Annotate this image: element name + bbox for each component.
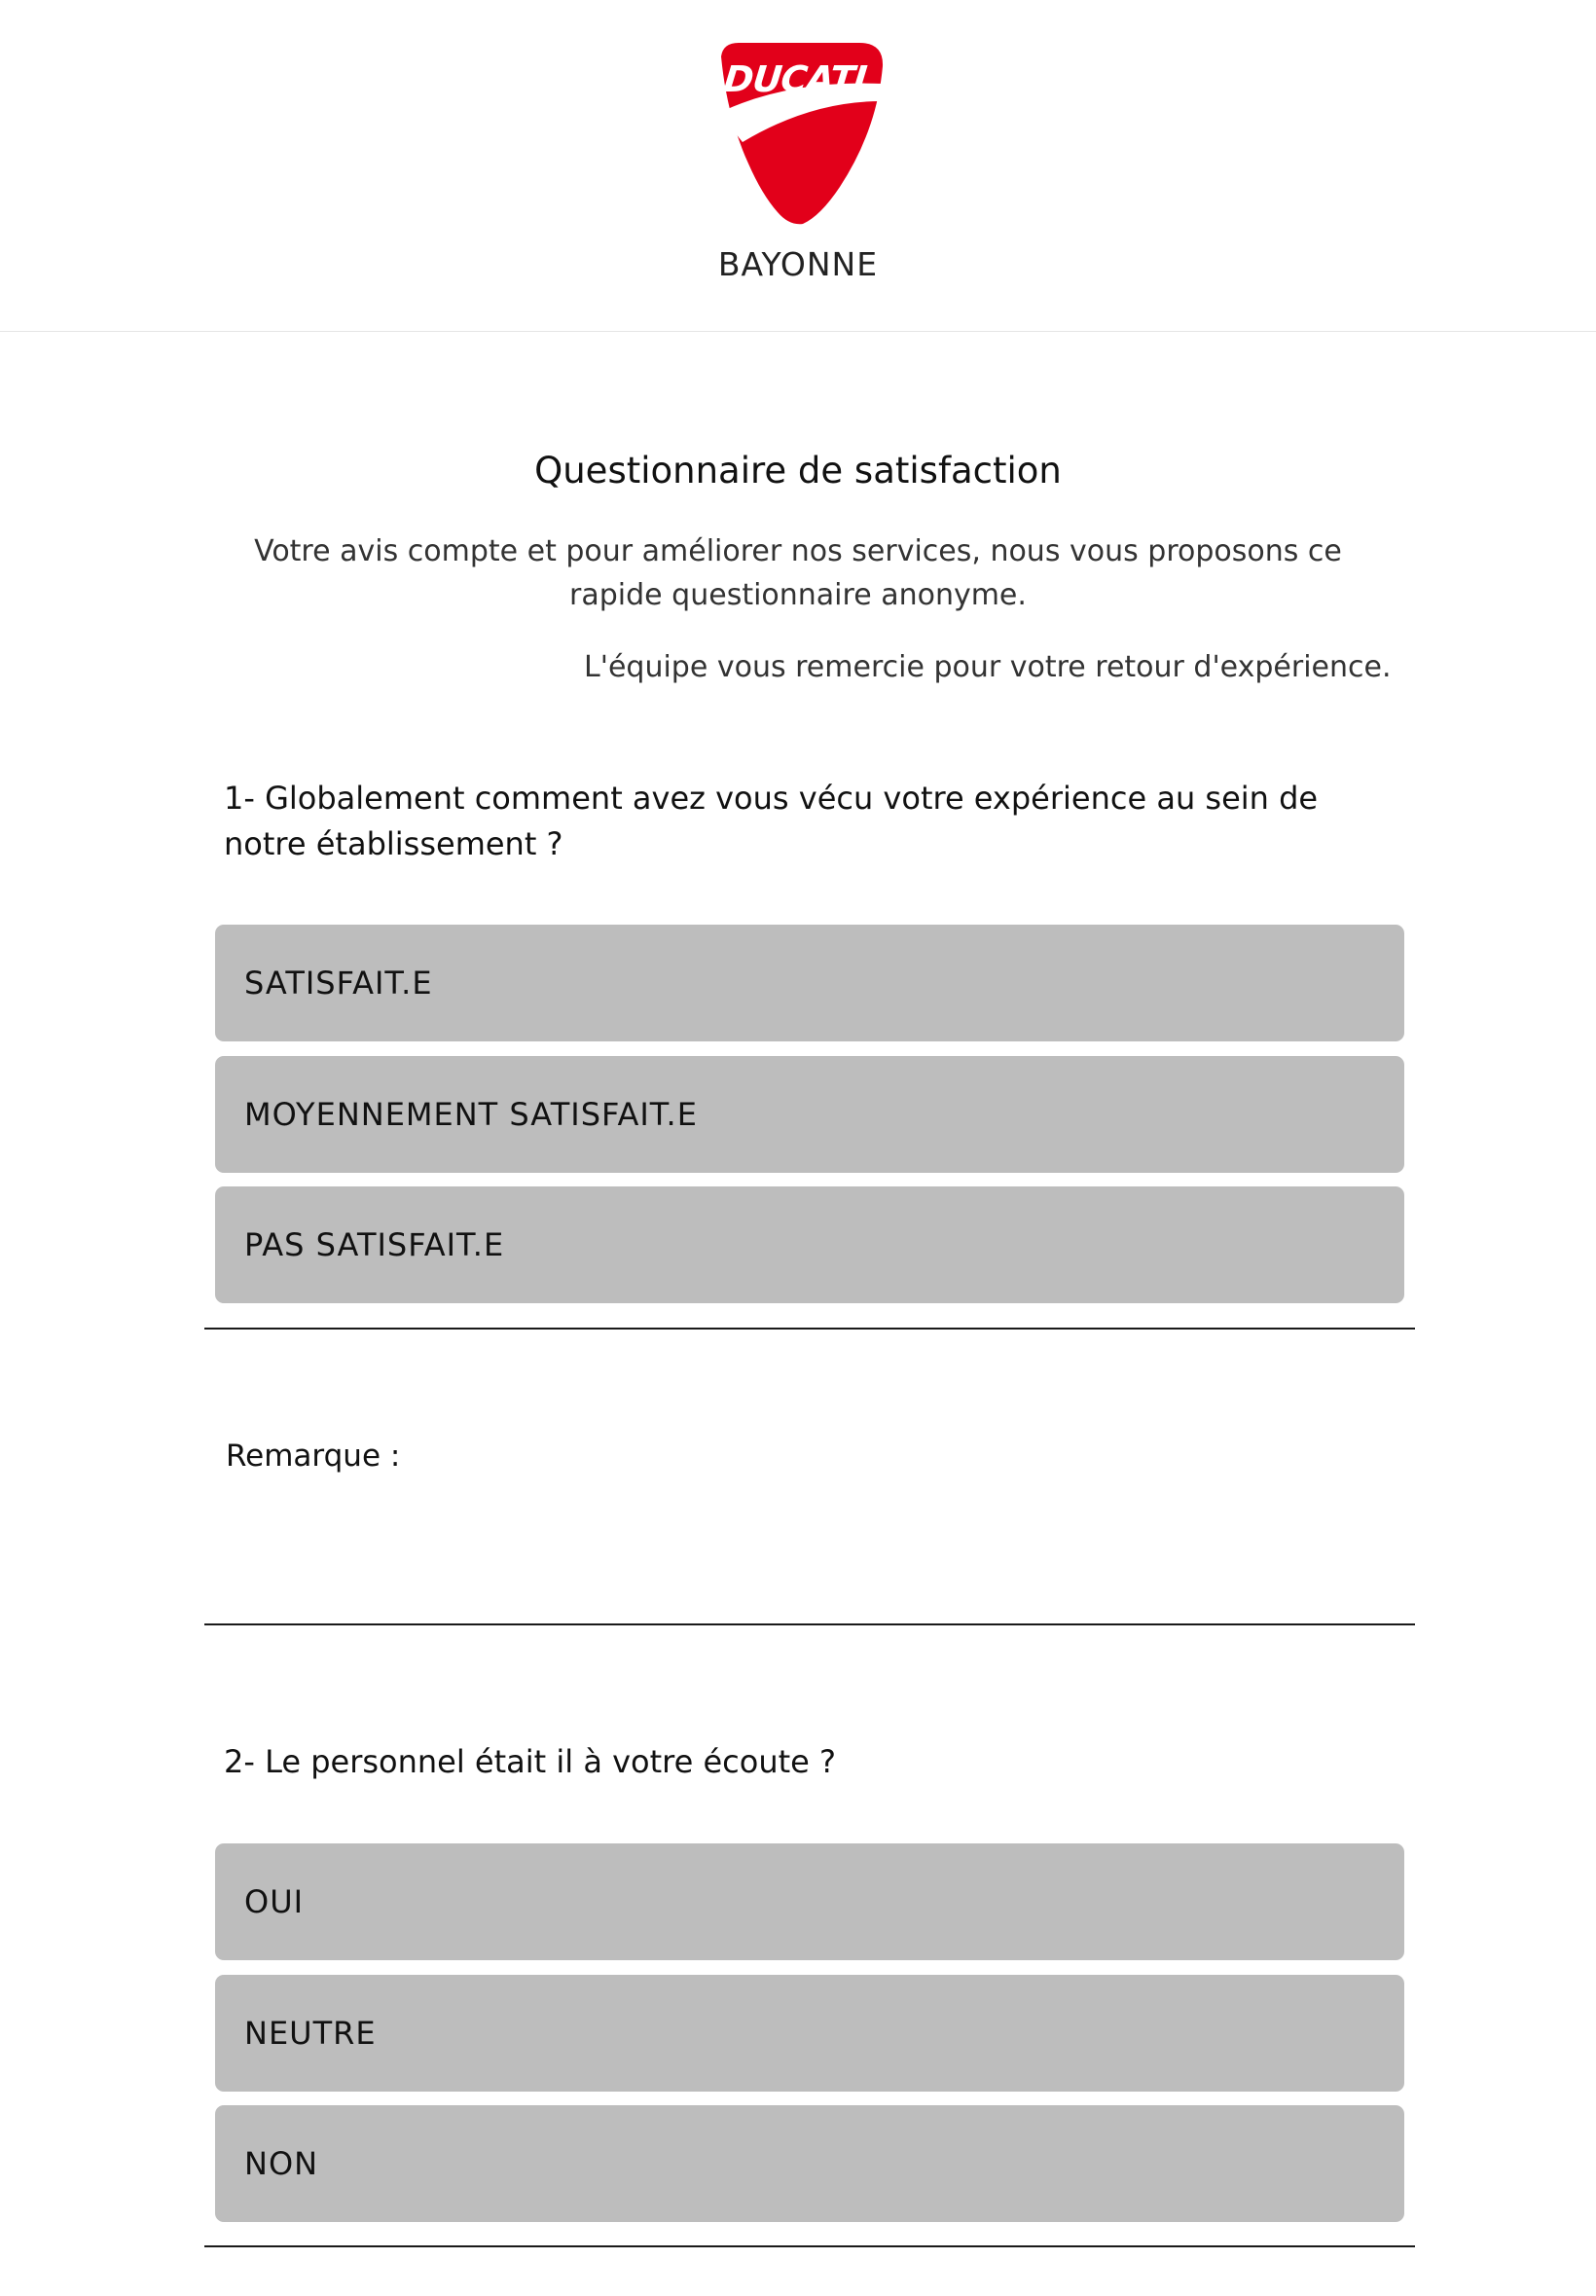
question-2-label: 2- Le personnel était il à votre écoute ? xyxy=(224,1743,837,1780)
remark-input[interactable] xyxy=(226,1489,1397,1600)
dealer-city: BAYONNE xyxy=(717,245,879,283)
q1-option-moyennement-satisfait[interactable]: MOYENNEMENT SATISFAIT.E xyxy=(215,1056,1404,1173)
q2-option-neutre[interactable]: NEUTRE xyxy=(215,1975,1404,2092)
page-header xyxy=(0,0,1596,332)
divider xyxy=(204,2245,1415,2247)
thanks-text: L'équipe vous remercie pour votre retour d'expérience. xyxy=(584,650,1392,684)
question-1-label: 1- Globalement comment avez vous vécu votre expérience au sein de notre établissement ? xyxy=(224,780,1319,862)
divider xyxy=(204,1328,1415,1330)
q2-option-non[interactable]: NON xyxy=(215,2105,1404,2222)
q2-option-oui[interactable]: OUI xyxy=(215,1843,1404,1960)
q1-option-pas-satisfait[interactable]: PAS SATISFAIT.E xyxy=(215,1186,1404,1303)
remark-label: Remarque : xyxy=(226,1439,401,1474)
ducati-logo xyxy=(713,41,886,226)
divider xyxy=(204,1623,1415,1625)
intro-text: Votre avis compte et pour améliorer nos services, nous vous proposons ce rapide questionnaire anonyme. xyxy=(254,534,1342,612)
q1-option-satisfait[interactable]: SATISFAIT.E xyxy=(215,925,1404,1041)
svg-text:DUCATI: DUCATI xyxy=(721,58,869,100)
page-title: Questionnaire de satisfaction xyxy=(534,450,1062,492)
